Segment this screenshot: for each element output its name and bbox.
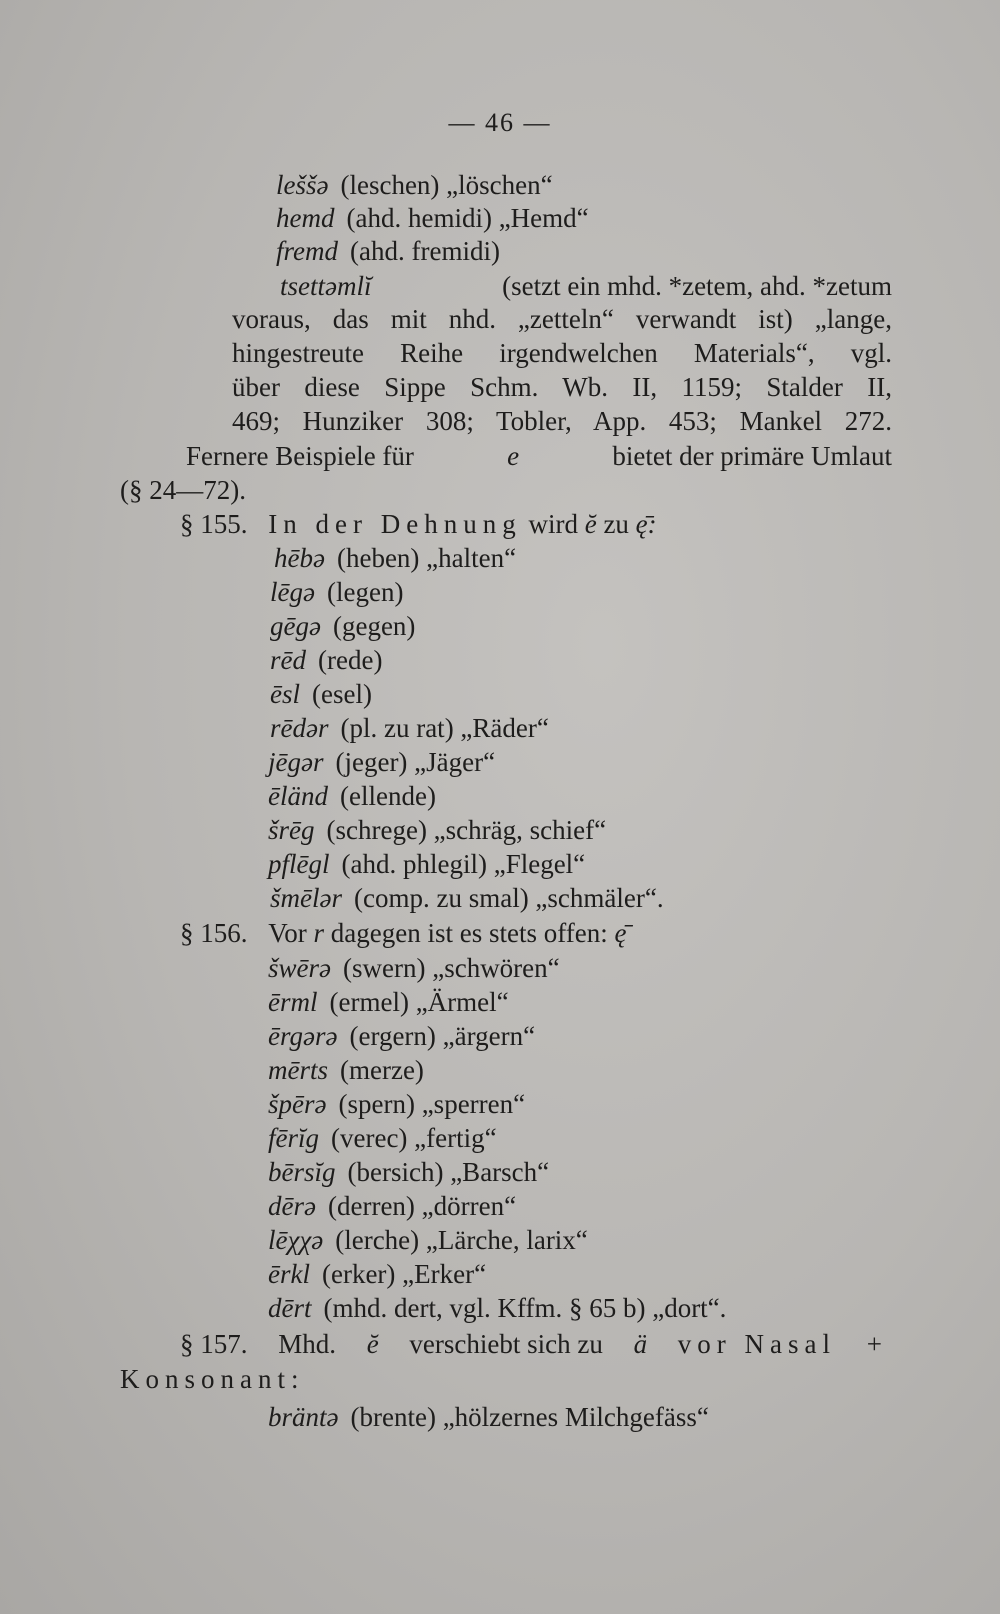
letter: r bbox=[313, 918, 325, 948]
entry-text: (ahd. phlegil) „Flegel“ bbox=[341, 849, 586, 879]
letter-e: e bbox=[507, 441, 520, 471]
text-part: Mhd. bbox=[278, 1329, 336, 1359]
entry-word: bērsĭg bbox=[268, 1157, 336, 1187]
text-part: Vor bbox=[268, 918, 307, 948]
entry-text: (erker) „Erker“ bbox=[321, 1259, 487, 1289]
entry-list-item bbox=[270, 579, 403, 606]
entry-list-item bbox=[268, 1159, 549, 1186]
entry-word: fremd bbox=[276, 236, 338, 266]
entry-word: šmēlər bbox=[270, 883, 342, 913]
entry-text: (rede) bbox=[318, 645, 383, 675]
entry-word: hemd bbox=[276, 203, 335, 233]
entry-text: (swern) „schwören“ bbox=[343, 953, 560, 983]
page-number: — 46 — bbox=[448, 108, 552, 137]
entry-word: špērə bbox=[268, 1089, 327, 1119]
entry-text: (ergern) „ärgern“ bbox=[349, 1021, 536, 1051]
entry-word: rēd bbox=[270, 645, 306, 675]
entry-text: (lerche) „Lärche, larix“ bbox=[335, 1225, 588, 1255]
entry-tsettemli bbox=[280, 273, 892, 300]
text-part: bietet der primäre Umlaut bbox=[612, 441, 892, 471]
spaced-term: vor Nasal bbox=[677, 1329, 836, 1359]
entry-word: lēχχə bbox=[268, 1225, 324, 1255]
entry-text: (pl. zu rat) „Räder“ bbox=[340, 713, 549, 743]
entry-list-item bbox=[268, 851, 585, 878]
entry-list-item bbox=[268, 1057, 424, 1084]
entry-list-item bbox=[268, 1023, 535, 1050]
text-line: (§ 24—72). bbox=[120, 475, 246, 505]
section-number: § 157. bbox=[180, 1329, 248, 1359]
entry-word: šrēg bbox=[268, 815, 315, 845]
spaced-term: In der Dehnung bbox=[268, 509, 522, 539]
letter: ĕ bbox=[584, 509, 597, 539]
entry-lessa bbox=[276, 172, 553, 199]
entry-list-item bbox=[270, 647, 382, 674]
entry-text: (verec) „fertig“ bbox=[331, 1123, 497, 1153]
entry-fremd bbox=[276, 238, 500, 265]
entry-text: (ahd. fremidi) bbox=[350, 236, 500, 266]
entry-text: (spern) „sperren“ bbox=[338, 1089, 526, 1119]
entry-word: rēdər bbox=[270, 713, 329, 743]
entry-list-item bbox=[268, 749, 495, 776]
section-155-heading bbox=[180, 511, 657, 538]
entry-list-item bbox=[268, 989, 509, 1016]
spaced-term: Konsonant: bbox=[120, 1364, 305, 1394]
text-line: voraus, das mit nhd. „zetteln“ verwandt ist) „lange, bbox=[232, 304, 892, 334]
entry-list-item bbox=[268, 1227, 588, 1254]
entry-list-item bbox=[268, 1295, 726, 1322]
entry-text: (ermel) „Ärmel“ bbox=[329, 987, 509, 1017]
entry-text: (setzt ein mhd. *zetem, ahd. *zetum bbox=[502, 271, 892, 301]
text-line: 469; Hunziker 308; Tobler, App. 453; Mankel 272. bbox=[232, 406, 892, 436]
entry-text: (ahd. hemidi) „Hemd“ bbox=[346, 203, 589, 233]
entry-word: ērml bbox=[268, 987, 318, 1017]
entry-word: tsettəmlĭ bbox=[280, 271, 372, 301]
entry-word: ēländ bbox=[268, 781, 328, 811]
entry-text: (mhd. dert, vgl. Kffm. § 65 b) „dort“. bbox=[323, 1293, 727, 1323]
entry-text: (ellende) bbox=[340, 781, 436, 811]
text-line-fernere bbox=[186, 443, 892, 470]
entry-list-item bbox=[270, 885, 664, 912]
text-line: hingestreute Reihe irgendwelchen Materials“, vgl. bbox=[232, 338, 892, 368]
entry-word: pflēgl bbox=[268, 849, 330, 879]
entry-text: (schrege) „schräg, schief“ bbox=[326, 815, 607, 845]
text-part: zu bbox=[603, 509, 629, 539]
entry-word: ērgərə bbox=[268, 1021, 338, 1051]
entry-hemd bbox=[276, 205, 589, 232]
entry-text: (merze) bbox=[340, 1055, 424, 1085]
text-part: Fernere Beispiele für bbox=[186, 441, 414, 471]
letter: ĕ bbox=[366, 1329, 379, 1359]
entry-word: bräntə bbox=[268, 1402, 339, 1432]
entry-list-item bbox=[270, 715, 549, 742]
entry-word: ērkl bbox=[268, 1259, 310, 1289]
entry-text: (comp. zu smal) „schmäler“. bbox=[353, 883, 664, 913]
entry-list-item bbox=[270, 681, 372, 708]
entry-word: jēgər bbox=[268, 747, 324, 777]
entry-list-item bbox=[268, 1193, 516, 1220]
entry-text: (jeger) „Jäger“ bbox=[335, 747, 496, 777]
entry-text: (esel) bbox=[312, 679, 372, 709]
entry-word: dērə bbox=[268, 1191, 316, 1221]
letter: ę̄: bbox=[635, 509, 657, 539]
entry-word: ēsl bbox=[270, 679, 300, 709]
entry-text: (leschen) „löschen“ bbox=[340, 170, 553, 200]
section-number: § 155. bbox=[180, 509, 248, 539]
section-157-heading bbox=[180, 1331, 882, 1358]
entry-word: šwērə bbox=[268, 953, 331, 983]
entry-word: hēbə bbox=[274, 543, 325, 573]
text-part: dagegen ist es stets offen: bbox=[330, 918, 608, 948]
entry-word: gēgə bbox=[270, 611, 321, 641]
entry-list-item bbox=[268, 817, 606, 844]
text-part: verschiebt sich zu bbox=[409, 1329, 603, 1359]
entry-list-item bbox=[268, 1261, 486, 1288]
entry-text: (legen) bbox=[326, 577, 404, 607]
entry-text: (heben) „halten“ bbox=[336, 543, 517, 573]
entry-text: (gegen) bbox=[332, 611, 416, 641]
entry-word: leššə bbox=[276, 170, 329, 200]
entry-list-item bbox=[274, 545, 516, 572]
entry-word: lēgə bbox=[270, 577, 315, 607]
entry-word: dērt bbox=[268, 1293, 312, 1323]
text-line: über diese Sippe Schm. Wb. II, 1159; Stalder II, bbox=[232, 372, 892, 402]
entry-word: mērts bbox=[268, 1055, 328, 1085]
entry-list-item bbox=[268, 1404, 709, 1431]
letter: ę̄ bbox=[614, 918, 627, 948]
plus-sign: + bbox=[866, 1329, 882, 1359]
letter: ä bbox=[633, 1329, 648, 1359]
entry-text: (bersich) „Barsch“ bbox=[347, 1157, 550, 1187]
entry-list-item bbox=[268, 783, 436, 810]
entry-text: (brente) „hölzernes Milchgefäss“ bbox=[350, 1402, 709, 1432]
entry-list-item bbox=[268, 1125, 497, 1152]
section-156-heading bbox=[180, 920, 626, 947]
entry-word: fērĭg bbox=[268, 1123, 319, 1153]
entry-list-item bbox=[268, 955, 560, 982]
text-part: wird bbox=[528, 509, 578, 539]
entry-list-item bbox=[268, 1091, 525, 1118]
section-number: § 156. bbox=[180, 918, 248, 948]
entry-text: (derren) „dörren“ bbox=[327, 1191, 517, 1221]
entry-list-item bbox=[270, 613, 415, 640]
